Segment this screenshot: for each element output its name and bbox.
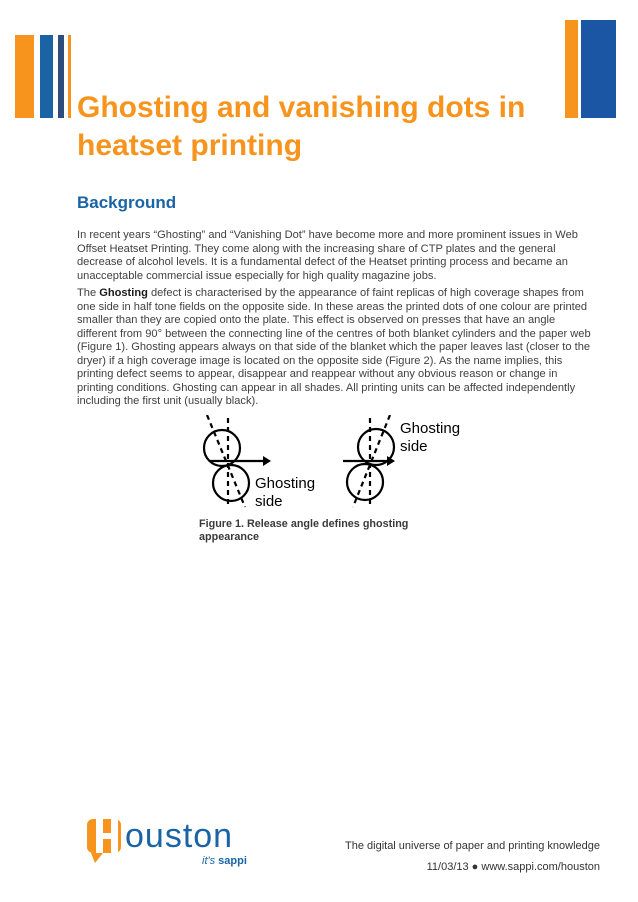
footer-date-url: 11/03/13 ● www.sappi.com/houston [426,861,600,873]
figure-caption [199,518,429,544]
left-stripe-navy [58,35,64,118]
left-stripe-orange-thin [68,35,71,118]
left-ghosting-label-1: Ghosting [255,475,316,492]
caption-line-1: Figure 1. Release angle defines ghosting [199,518,409,530]
title-line-1: Ghosting and vanishing dots in [77,91,526,124]
houston-logo [87,815,267,872]
caption-line-2: appearance [199,531,260,543]
paragraph-body-text: defect is characterised by the appearance of faint replicas of high coverage shapes from one side in half tone fields on the opposite side. In these areas the printed dots of one colour are printed smaller than they are copied onto the plate. This effect is observed on presses that have an angle different from 90° between the connecting line of the centres of both blanket cylinders and the paper web (Figure 1). Ghosting appears always on that side of the blanket which the paper leaves last (closer to the dryer) if a high coverage image is located on the opposite side (Figure 2). As the name implies, this printing defect seems to appear, disappear and reappear without any obvious reason or change in printing conditions. Ghosting can appear in all shades. All printing units can be affected independently including the first unit (usually black). [77,287,591,407]
left-stripe-blue [40,35,53,118]
intro-paragraph: In recent years “Ghosting” and “Vanishing Dot” have become more and more prominent issues in Web Offset Heatset Printing. They come along with the increasing share of CTP plates and the general decrease of alcohol levels. It is a fundamental defect of the Heatset printing process and became an unacceptable commercial issue especially for high quality magazine jobs. [77,229,578,282]
title-line-2: heatset printing [77,129,303,162]
paragraph-intro-text: The [77,287,100,299]
ghosting-paragraph [77,287,595,409]
ghosting-term: Ghosting [99,287,148,299]
release-angle-diagram [195,415,485,515]
right-bottom-cylinder [347,464,383,500]
page-title [77,89,597,165]
left-ghosting-label-2: side [255,493,283,510]
logo-subtitle-b: sappi [218,855,247,867]
left-arrow-head [263,456,271,466]
right-ghosting-label-2: side [400,438,428,455]
right-ghosting-label-1: Ghosting [400,420,461,437]
logo-subtitle-a: it's [202,855,219,867]
left-bottom-cylinder [213,465,249,501]
logo-wordmark: ouston [125,817,234,855]
section-heading: Background [77,193,177,212]
left-stripe-orange [15,35,34,118]
logo-subtitle [202,855,247,867]
footer-tagline: The digital universe of paper and printing knowledge [345,840,600,852]
